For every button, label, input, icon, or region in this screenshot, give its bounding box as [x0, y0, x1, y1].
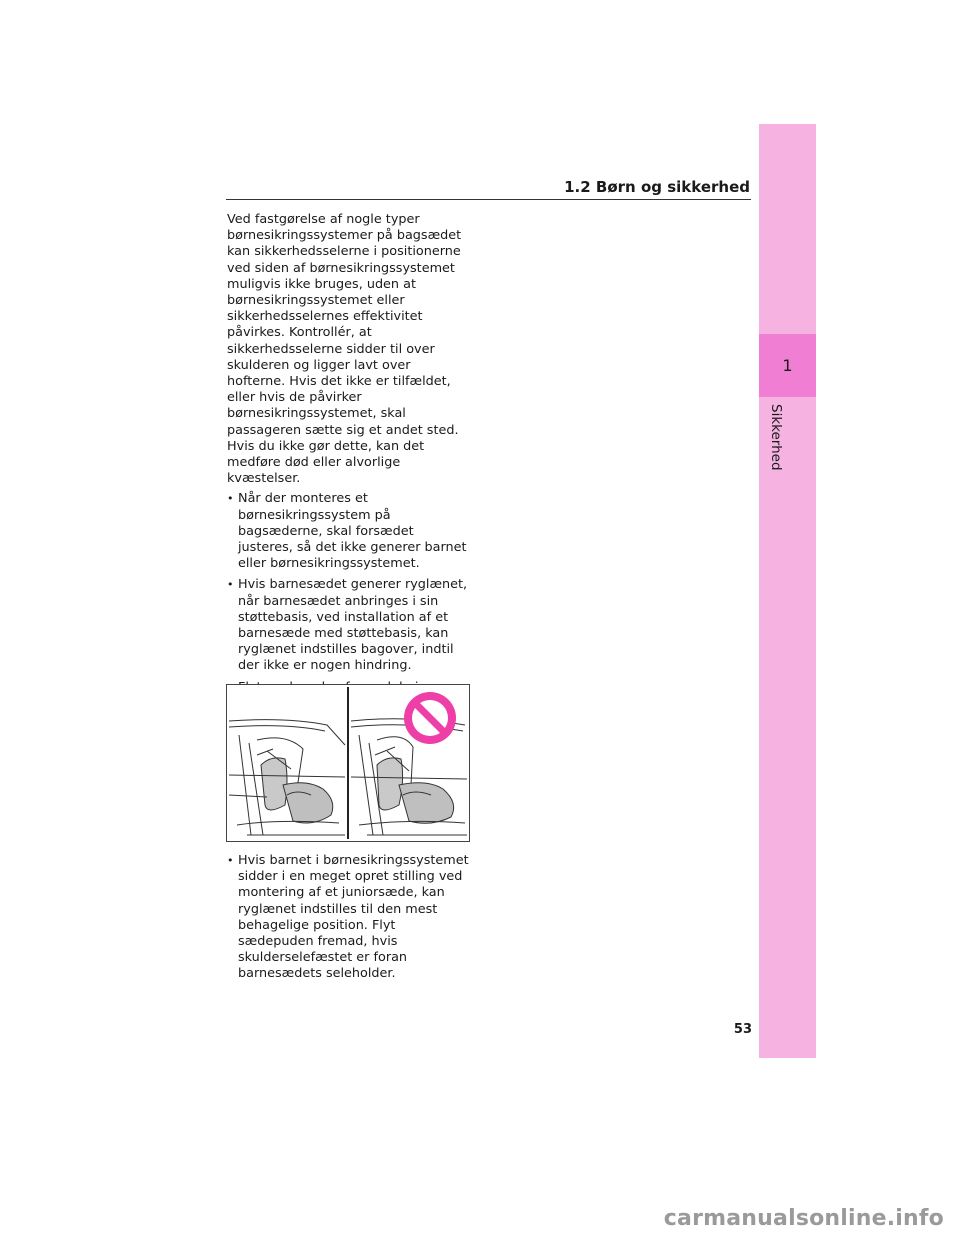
chapter-side-tab	[759, 124, 816, 1058]
intro-paragraph: Ved fastgørelse af nogle typer børnesikringssystemer på bagsædet kan sikkerhedsselerne i positionerne ved siden af børnesikringssystemet muligvis ikke bruges, uden at børnesikringssystemet eller sikkerhedsselernes effektivitet påvirkes. Kontrollér, at sikkerhedsselerne sidder til over skulderen og ligger lavt over hofterne. Hvis det ikke er tilfældet, eller hvis de påvirker børnesikringssystemet, skal passageren sætte sig et andet sted. Hvis du ikke gør dette, kan det medføre død eller alvorlige kvæstelser.	[227, 212, 462, 487]
correct-seat-drawing	[229, 720, 345, 835]
prohibited-icon	[404, 692, 456, 744]
bullet-list-after-figure	[227, 853, 470, 988]
chapter-label: Sikkerhed	[768, 404, 784, 471]
list-item: • Hvis barnesædet generer ryglænet, når barnesædet anbringes i sin støttebasis, ved installation af et barnesæde med støttebasis, kan ryglænet indstilles bagover, indtil der ikke er nogen hindring.	[227, 577, 470, 674]
section-title: 1.2 Børn og sikkerhed	[564, 178, 750, 196]
seat-illustration	[226, 684, 470, 842]
list-item: • Hvis barnet i børnesikringssystemet sidder i en meget opret stilling ved montering af et juniorsæde, kan ryglænet indstilles til den mest behagelige position. Flyt sædepuden fremad, hvis skulderselefæstet er foran barnesædets seleholder.	[227, 853, 470, 983]
watermark: carmanualsonline.info	[663, 1206, 944, 1231]
main-content	[227, 212, 470, 733]
list-item: • Når der monteres et børnesikringssystem på bagsæderne, skal forsædet justeres, så det ikke generer barnet eller børnesikringssystemet.	[227, 491, 470, 572]
chapter-number: 1	[759, 334, 816, 397]
incorrect-seat-drawing	[351, 719, 467, 835]
page-number: 53	[733, 1022, 752, 1037]
header-rule	[226, 199, 751, 200]
